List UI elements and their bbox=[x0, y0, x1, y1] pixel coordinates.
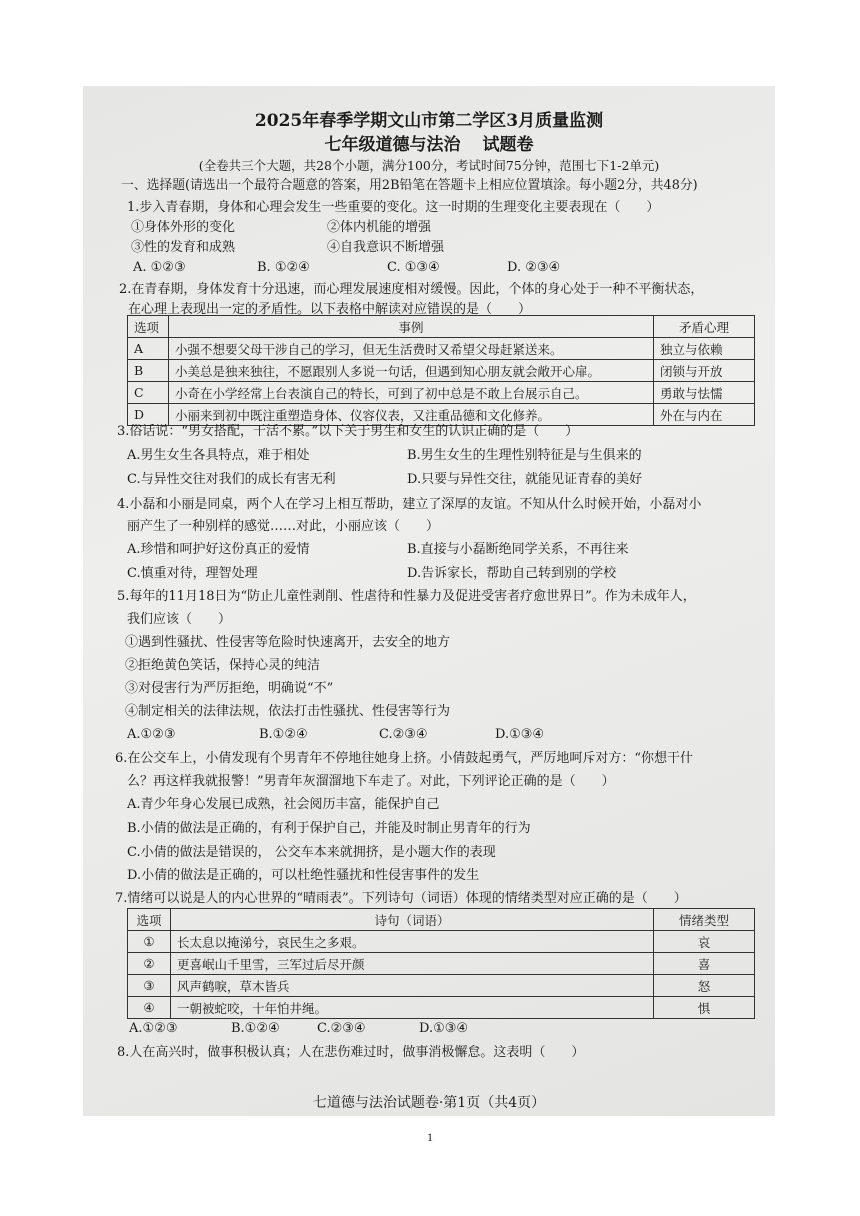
table-row bbox=[128, 975, 755, 997]
q2-stem-cont: 在心理上表现出一定的矛盾性。以下表格中解读对应错误的是（ ） bbox=[128, 302, 532, 317]
q4-option-d: D.告诉家长，帮助自己转到别的学校 bbox=[407, 566, 617, 581]
table-cell: 勇敢与怯懦 bbox=[654, 382, 755, 404]
q5-option-b: B.①②④ bbox=[259, 727, 308, 742]
q3-stem: 3.俗话说：“男女搭配，干活不累。”以下关于男生和女生的认识正确的是（ ） bbox=[117, 424, 579, 439]
table-row bbox=[128, 953, 755, 975]
q4-option-a: A.珍惜和呵护好这份真正的爱情 bbox=[127, 542, 310, 557]
q7-option-d: D.①③④ bbox=[419, 1021, 469, 1036]
q1-item: ③性的发育和成熟 bbox=[131, 240, 236, 255]
page-number: 1 bbox=[427, 1130, 433, 1144]
q2-stem: 2.在青春期，身体发育十分迅速，而心理发展速度相对缓慢。因此，个体的身心处于一种不平衡状态， bbox=[119, 282, 704, 297]
q5-option-d: D.①③④ bbox=[495, 727, 545, 742]
q8-stem: 8.人在高兴时，做事积极认真；人在悲伤难过时，做事消极懈怠。这表明（ ） bbox=[117, 1045, 585, 1060]
table-header: 诗句（词语） bbox=[171, 909, 654, 931]
q1-item: ②体内机能的增强 bbox=[327, 220, 432, 235]
exam-title: 2025年春季学期文山市第二学区3月质量监测 bbox=[254, 111, 604, 131]
table-header: 选项 bbox=[128, 909, 171, 931]
q7-option-b: B.①②④ bbox=[231, 1021, 280, 1036]
page-footer: 七道德与法治试题卷·第1页（共4页） bbox=[312, 1095, 546, 1111]
table-cell: ④ bbox=[128, 997, 171, 1019]
q7-option-a: A.①②③ bbox=[129, 1021, 178, 1036]
q6-stem-cont: 么？再这样我就报警！”男青年灰溜溜地下车走了。对此，下列评论正确的是（ ） bbox=[127, 774, 615, 789]
section-heading: 一、选择题(请选出一个最符合题意的答案，用2B铅笔在答题卡上相应位置填涂。每小题2分，共48分) bbox=[121, 178, 698, 193]
table-cell: ① bbox=[128, 931, 171, 953]
q3-option-a: A.男生女生各具特点，难于相处 bbox=[127, 448, 310, 463]
q1-option-c: C. ①③④ bbox=[387, 260, 440, 275]
table-cell: 喜 bbox=[654, 953, 755, 975]
q1-option-d: D. ②③④ bbox=[507, 260, 561, 275]
table-header: 事例 bbox=[169, 316, 654, 338]
table-cell: 一朝被蛇咬，十年怕井绳。 bbox=[171, 997, 654, 1019]
table-cell: 小丽来到初中既注重塑造身体、仪容仪表，又注重品德和文化修养。 bbox=[169, 404, 654, 426]
q7-option-c: C.②③④ bbox=[317, 1021, 366, 1036]
q2-table bbox=[127, 315, 755, 426]
q7-table bbox=[127, 908, 755, 1019]
q1-item: ④自我意识不断增强 bbox=[327, 240, 445, 255]
q4-stem-cont: 丽产生了一种别样的感觉……对此，小丽应该（ ） bbox=[127, 519, 440, 534]
table-row bbox=[128, 931, 755, 953]
table-cell: 小强不想要父母干涉自己的学习，但无生活费时又希望父母赶紧送来。 bbox=[169, 338, 654, 360]
table-header: 矛盾心理 bbox=[654, 316, 755, 338]
table-cell: A bbox=[128, 338, 169, 360]
q5-item: ③对侵害行为严厉拒绝，明确说“不” bbox=[125, 681, 334, 696]
table-cell: B bbox=[128, 360, 169, 382]
q5-item: ④制定相关的法律法规，依法打击性骚扰、性侵害等行为 bbox=[125, 704, 451, 719]
table-header: 选项 bbox=[128, 316, 169, 338]
table-row bbox=[128, 360, 755, 382]
table-header: 情绪类型 bbox=[654, 909, 755, 931]
q5-option-c: C.②③④ bbox=[379, 727, 428, 742]
q6-option-a: A.青少年身心发展已成熟，社会阅历丰富，能保护自己 bbox=[127, 797, 440, 812]
q5-item: ②拒绝黄色笑话，保持心灵的纯洁 bbox=[125, 658, 321, 673]
exam-subtitle bbox=[83, 130, 775, 155]
exam-page-photo bbox=[83, 86, 775, 1116]
exam-kind: 试题卷 bbox=[482, 135, 534, 155]
exam-note: (全卷共三个大题，共28个小题，满分100分，考试时间75分钟，范围七下1-2单元) bbox=[198, 158, 660, 173]
table-cell: 长太息以掩涕兮，哀民生之多艰。 bbox=[171, 931, 654, 953]
table-cell: 小奇在小学经常上台表演自己的特长，可到了初中总是不敢上台展示自己。 bbox=[169, 382, 654, 404]
table-cell: 闭锁与开放 bbox=[654, 360, 755, 382]
q5-stem: 5.每年的11月18日为“防止儿童性剥削、性虐待和性暴力及促进受害者疗愈世界日”。作为未成年人， bbox=[117, 589, 696, 604]
table-cell: 外在与内在 bbox=[654, 404, 755, 426]
table-header-row bbox=[128, 316, 755, 338]
table-row bbox=[128, 338, 755, 360]
table-cell: C bbox=[128, 382, 169, 404]
q1-item: ①身体外形的变化 bbox=[131, 220, 236, 235]
q1-option-b: B. ①②④ bbox=[257, 260, 310, 275]
q6-stem: 6.在公交车上，小倩发现有个男青年不停地往她身上挤。小倩鼓起勇气，严厉地呵斥对方：“你想干什 bbox=[115, 751, 694, 766]
table-cell: 独立与依赖 bbox=[654, 338, 755, 360]
q4-option-b: B.直接与小磊断绝同学关系，不再往来 bbox=[407, 542, 629, 557]
q6-option-b: B.小倩的做法是正确的，有利于保护自己，并能及时制止男青年的行为 bbox=[127, 821, 531, 836]
q3-option-b: B.男生女生的生理性别特征是与生俱来的 bbox=[407, 448, 642, 463]
table-cell: 小美总是独来独往，不愿跟别人多说一句话，但遇到知心朋友就会敞开心扉。 bbox=[169, 360, 654, 382]
table-row bbox=[128, 382, 755, 404]
q4-stem: 4.小磊和小丽是同桌，两个人在学习上相互帮助，建立了深厚的友谊。不知从什么时候开始，小磊对小 bbox=[117, 497, 702, 512]
table-row bbox=[128, 997, 755, 1019]
table-cell: ② bbox=[128, 953, 171, 975]
table-cell: 惧 bbox=[654, 997, 755, 1019]
q4-option-c: C.慎重对待，理智处理 bbox=[127, 566, 258, 581]
q1-stem: 1.步入青春期，身体和心理会发生一些重要的变化。这一时期的生理变化主要表现在（ ） bbox=[127, 200, 660, 215]
table-cell: 哀 bbox=[654, 931, 755, 953]
q7-stem: 7.情绪可以说是人的内心世界的“晴雨表”。下列诗句（词语）体现的情绪类型对应正确的是（ ） bbox=[115, 891, 687, 906]
table-header-row bbox=[128, 909, 755, 931]
q3-option-d: D.只要与异性交往，就能见证青春的美好 bbox=[407, 472, 643, 487]
q3-option-c: C.与异性交往对我们的成长有害无利 bbox=[127, 472, 336, 487]
table-cell: D bbox=[128, 404, 169, 426]
q1-option-a: A. ①②③ bbox=[133, 260, 186, 275]
q5-item: ①遇到性骚扰、性侵害等危险时快速离开，去安全的地方 bbox=[125, 635, 451, 650]
q5-stem-cont: 我们应该（ ） bbox=[127, 612, 232, 627]
table-cell: 更喜岷山千里雪，三军过后尽开颜 bbox=[171, 953, 654, 975]
q6-option-c: C.小倩的做法是错误的， 公交车本来就拥挤，是小题大作的表现 bbox=[127, 845, 496, 860]
table-cell: 怒 bbox=[654, 975, 755, 997]
table-cell: 风声鹤唳，草木皆兵 bbox=[171, 975, 654, 997]
exam-subject: 七年级道德与法治 bbox=[324, 135, 461, 155]
q5-option-a: A.①②③ bbox=[127, 727, 176, 742]
table-cell: ③ bbox=[128, 975, 171, 997]
q6-option-d: D.小倩的做法是正确的，可以杜绝性骚扰和性侵害事件的发生 bbox=[127, 868, 480, 883]
